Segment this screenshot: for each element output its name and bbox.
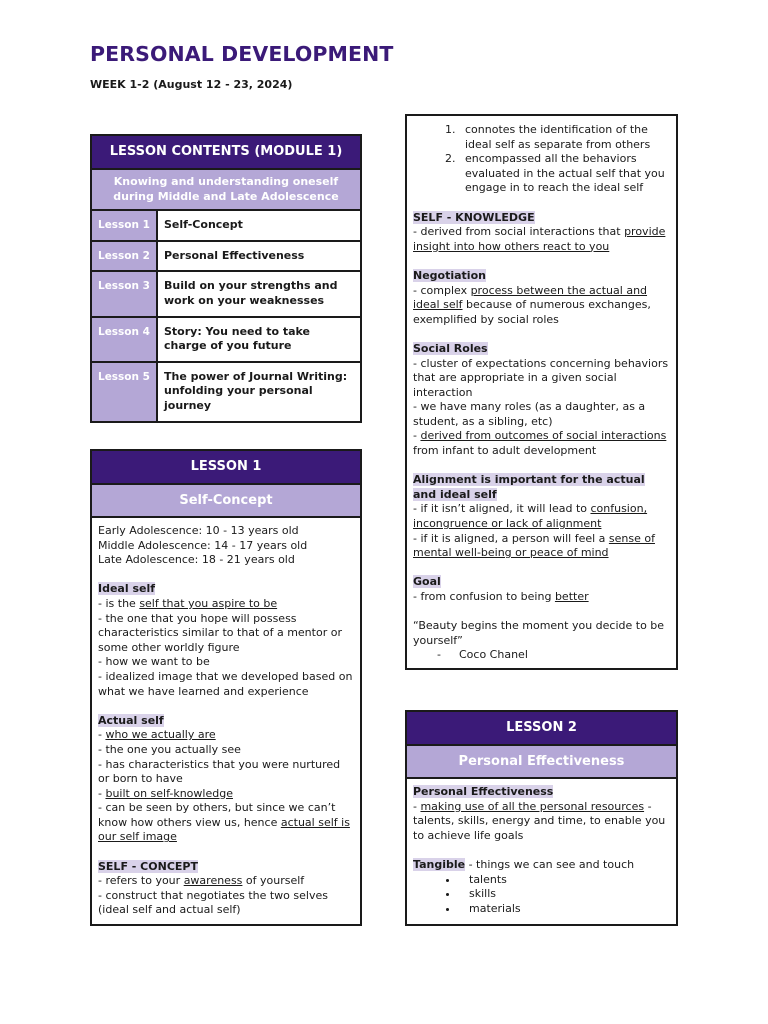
lesson-1-body (92, 518, 360, 918)
goal-heading: Goal (413, 575, 441, 589)
continued-body (407, 116, 676, 663)
self-concept-line: - refers to your awareness of yourself (98, 874, 305, 888)
toc-lesson-number: Lesson 2 (92, 242, 158, 271)
toc-row (92, 272, 360, 317)
negotiation-line: - complex process between the actual and ideal self because of numerous exchanges, exemplified by social roles (413, 283, 651, 326)
toc-lesson-topic: Personal Effectiveness (164, 248, 305, 262)
toc-lesson-number: Lesson 3 (92, 272, 158, 315)
toc-lesson-number: Lesson 5 (92, 363, 158, 421)
goal-line: - from confusion to being better (413, 590, 589, 603)
lesson-contents-table (90, 134, 362, 423)
page-title: PERSONAL DEVELOPMENT (90, 42, 394, 66)
actual-self-line: - the one you actually see (98, 742, 241, 756)
toc-lesson-topic: Self-Concept (164, 218, 243, 232)
self-concept-heading: SELF - CONCEPT (98, 859, 198, 873)
toc-lesson-topic: Build on your strengths and work on your weaknesses (164, 279, 338, 307)
ideal-self-line: - idealized image that we developed based on what we have learned and experience (98, 669, 353, 698)
age-line: Middle Adolescence: 14 - 17 years old (98, 538, 308, 552)
actual-self-line: - who we actually are (98, 728, 216, 742)
social-roles-line: - cluster of expectations concerning behaviors that are appropriate in a given social interaction (413, 356, 669, 399)
alignment-line: - if it is aligned, a person will feel a sense of mental well-being or peace of mind (413, 531, 655, 560)
lesson-contents-title: LESSON CONTENTS (MODULE 1) (92, 136, 360, 170)
tangible-heading: Tangible (413, 857, 466, 871)
list-item: 2. encompassed all the behaviors evaluated in the actual self that you engage in to reach the ideal self (459, 152, 670, 196)
ideal-self-heading: Ideal self (98, 582, 156, 596)
self-concept-line: - construct that negotiates the two selves (ideal self and actual self) (98, 888, 328, 917)
toc-row (92, 211, 360, 242)
ideal-self-line: - how we want to be (98, 655, 210, 669)
lesson-contents-subtitle: Knowing and understanding oneself during Middle and Late Adolescence (92, 170, 360, 211)
alignment-heading: Alignment is important for the actual and ideal self (413, 473, 645, 501)
lesson-1-subheader: Self-Concept (92, 485, 360, 518)
actual-self-line: - has characteristics that you were nurtured or born to have (98, 757, 341, 786)
self-concept-continued-box (405, 114, 678, 670)
list-item: 1. connotes the identification of the ideal self as separate from others (459, 123, 670, 152)
negotiation-heading: Negotiation (413, 268, 486, 282)
tangible-list (413, 873, 670, 917)
toc-row (92, 318, 360, 363)
personal-effectiveness-heading: Personal Effectiveness (413, 785, 554, 798)
ideal-self-points (413, 123, 670, 196)
actual-self-heading: Actual self (98, 713, 164, 727)
toc-lesson-topic: The power of Journal Writing: unfolding your personal journey (164, 369, 348, 412)
self-knowledge-heading: SELF - KNOWLEDGE (413, 210, 535, 224)
age-line: Early Adolescence: 10 - 13 years old (98, 524, 299, 537)
self-knowledge-line: - derived from social interactions that provide insight into how others react to you (413, 225, 666, 253)
list-item: • talents (459, 873, 670, 888)
list-item: • skills (459, 887, 670, 902)
toc-row (92, 242, 360, 273)
ideal-self-line: - the one that you hope will possess characteristics similar to that of a mentor or some other worldly figure (98, 611, 342, 654)
toc-row (92, 363, 360, 421)
lesson-1-box (90, 449, 362, 926)
lesson-2-box (405, 710, 678, 926)
lesson-2-body (407, 779, 676, 916)
week-subtitle: WEEK 1-2 (August 12 - 23, 2024) (90, 78, 293, 91)
quote-text: “Beauty begins the moment you decide to be yourself” (413, 619, 665, 647)
lesson-2-subheader: Personal Effectiveness (407, 746, 676, 779)
toc-lesson-number: Lesson 1 (92, 211, 158, 240)
lesson-1-header: LESSON 1 (92, 451, 360, 485)
social-roles-line: - we have many roles (as a daughter, as a student, as a sibling, etc) (413, 400, 646, 428)
age-line: Late Adolescence: 18 - 21 years old (98, 553, 295, 567)
actual-self-line: - can be seen by others, but since we can’t know how others view us, hence actual self is our self image (98, 801, 350, 844)
lesson-2-header: LESSON 2 (407, 712, 676, 746)
quote-author: - Coco Chanel (437, 648, 528, 662)
ideal-self-line: - is the self that you aspire to be (98, 596, 278, 610)
tangible-line: Tangible - things we can see and touch (413, 857, 635, 871)
list-item: • materials (459, 902, 670, 917)
social-roles-line: - derived from outcomes of social interactions from infant to adult development (413, 429, 667, 458)
toc-lesson-number: Lesson 4 (92, 318, 158, 361)
social-roles-heading: Social Roles (413, 341, 488, 355)
toc-lesson-topic: Story: You need to take charge of you future (164, 324, 310, 353)
actual-self-line: - built on self-knowledge (98, 786, 233, 800)
alignment-line: - if it isn’t aligned, it will lead to confusion, incongruence or lack of alignment (413, 502, 648, 531)
personal-effectiveness-line: - making use of all the personal resources - talents, skills, energy and time, to enable you to achieve life goals (413, 799, 666, 842)
